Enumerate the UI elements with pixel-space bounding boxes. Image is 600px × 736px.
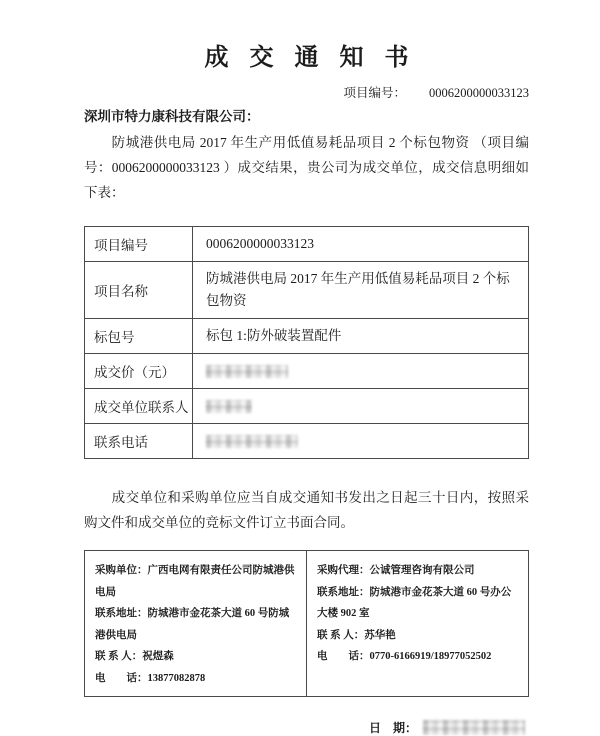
purchaser-address-line — [95, 603, 297, 646]
table-row — [85, 424, 529, 459]
contact-person-redacted-value — [206, 400, 252, 413]
agent-phone-line — [317, 646, 519, 668]
row-label: 项目编号 — [85, 227, 193, 262]
agent-cell — [307, 551, 529, 697]
field-value: 防城港市金花茶大道 60 号防城港供电局 — [95, 608, 290, 641]
project-number-line — [84, 83, 529, 101]
field-label: 联 系 人： — [95, 651, 143, 662]
date-label: 日 期： — [369, 721, 418, 735]
agent-address-line — [317, 582, 519, 625]
field-value: 0770-6166919/18977052502 — [369, 651, 492, 662]
table-row — [85, 551, 529, 697]
row-label: 成交价（元） — [85, 354, 193, 389]
field-label: 联系地址： — [317, 586, 370, 598]
field-value: 公诚管理咨询有限公司 — [369, 565, 475, 576]
row-label: 联系电话 — [85, 424, 193, 459]
row-value: 0006200000033123 — [193, 227, 529, 262]
table-row — [85, 319, 529, 354]
table-row — [85, 262, 529, 319]
field-label: 电 话： — [317, 651, 370, 662]
field-value: 广西电网有限责任公司防城港供电局 — [95, 565, 295, 598]
page-title: 成交通知书 — [204, 45, 430, 71]
field-value: 苏华艳 — [364, 629, 396, 641]
contact-phone-redacted-value — [206, 435, 298, 448]
table-row — [85, 389, 529, 424]
row-label: 项目名称 — [85, 262, 193, 319]
agent-person-line — [317, 625, 519, 647]
date-line — [84, 719, 529, 736]
field-label: 采购单位： — [95, 565, 148, 576]
row-label: 标包号 — [85, 319, 193, 354]
purchaser-person-line — [95, 646, 297, 668]
field-label: 联系地址： — [95, 608, 148, 619]
project-number-value: 0006200000033123 — [429, 86, 529, 100]
field-value: 祝煜森 — [142, 651, 174, 662]
table-row — [85, 354, 529, 389]
intro-paragraph: 防城港供电局 2017 年生产用低值易耗品项目 2 个标包物资 （项目编号：0006200000033123 ）成交结果，贵公司为成交单位，成交信息明细如下表： — [84, 135, 529, 200]
agent-unit-line — [317, 560, 519, 582]
project-number-label: 项目编号： — [343, 86, 406, 100]
deal-price-redacted-value — [206, 365, 288, 378]
row-value — [193, 354, 529, 389]
field-value: 13877082878 — [147, 672, 206, 684]
row-value: 标包 1:防外破装置配件 — [193, 319, 529, 354]
date-redacted-value — [423, 720, 525, 735]
field-value: 防城港市金花茶大道 60 号办公大楼 902 室 — [317, 586, 512, 619]
field-label: 联 系 人： — [317, 629, 365, 641]
recipient-company: 深圳市特力康科技有限公司： — [84, 109, 260, 124]
purchaser-cell — [85, 551, 307, 697]
contact-info-table — [84, 550, 529, 697]
purchaser-phone-line — [95, 668, 297, 690]
row-value — [193, 424, 529, 459]
purchaser-unit-line — [95, 560, 297, 603]
row-value — [193, 389, 529, 424]
field-label: 采购代理： — [317, 565, 370, 576]
deal-details-table — [84, 226, 529, 459]
row-value: 防城港供电局 2017 年生产用低值易耗品项目 2 个标包物资 — [193, 262, 529, 319]
row-label: 成交单位联系人 — [85, 389, 193, 424]
contract-notice-paragraph: 成交单位和采购单位应当自成交通知书发出之日起三十日内，按照采购文件和成交单位的竞标文件订立书面合同。 — [84, 490, 529, 530]
table-row — [85, 227, 529, 262]
field-label: 电 话： — [95, 672, 148, 684]
